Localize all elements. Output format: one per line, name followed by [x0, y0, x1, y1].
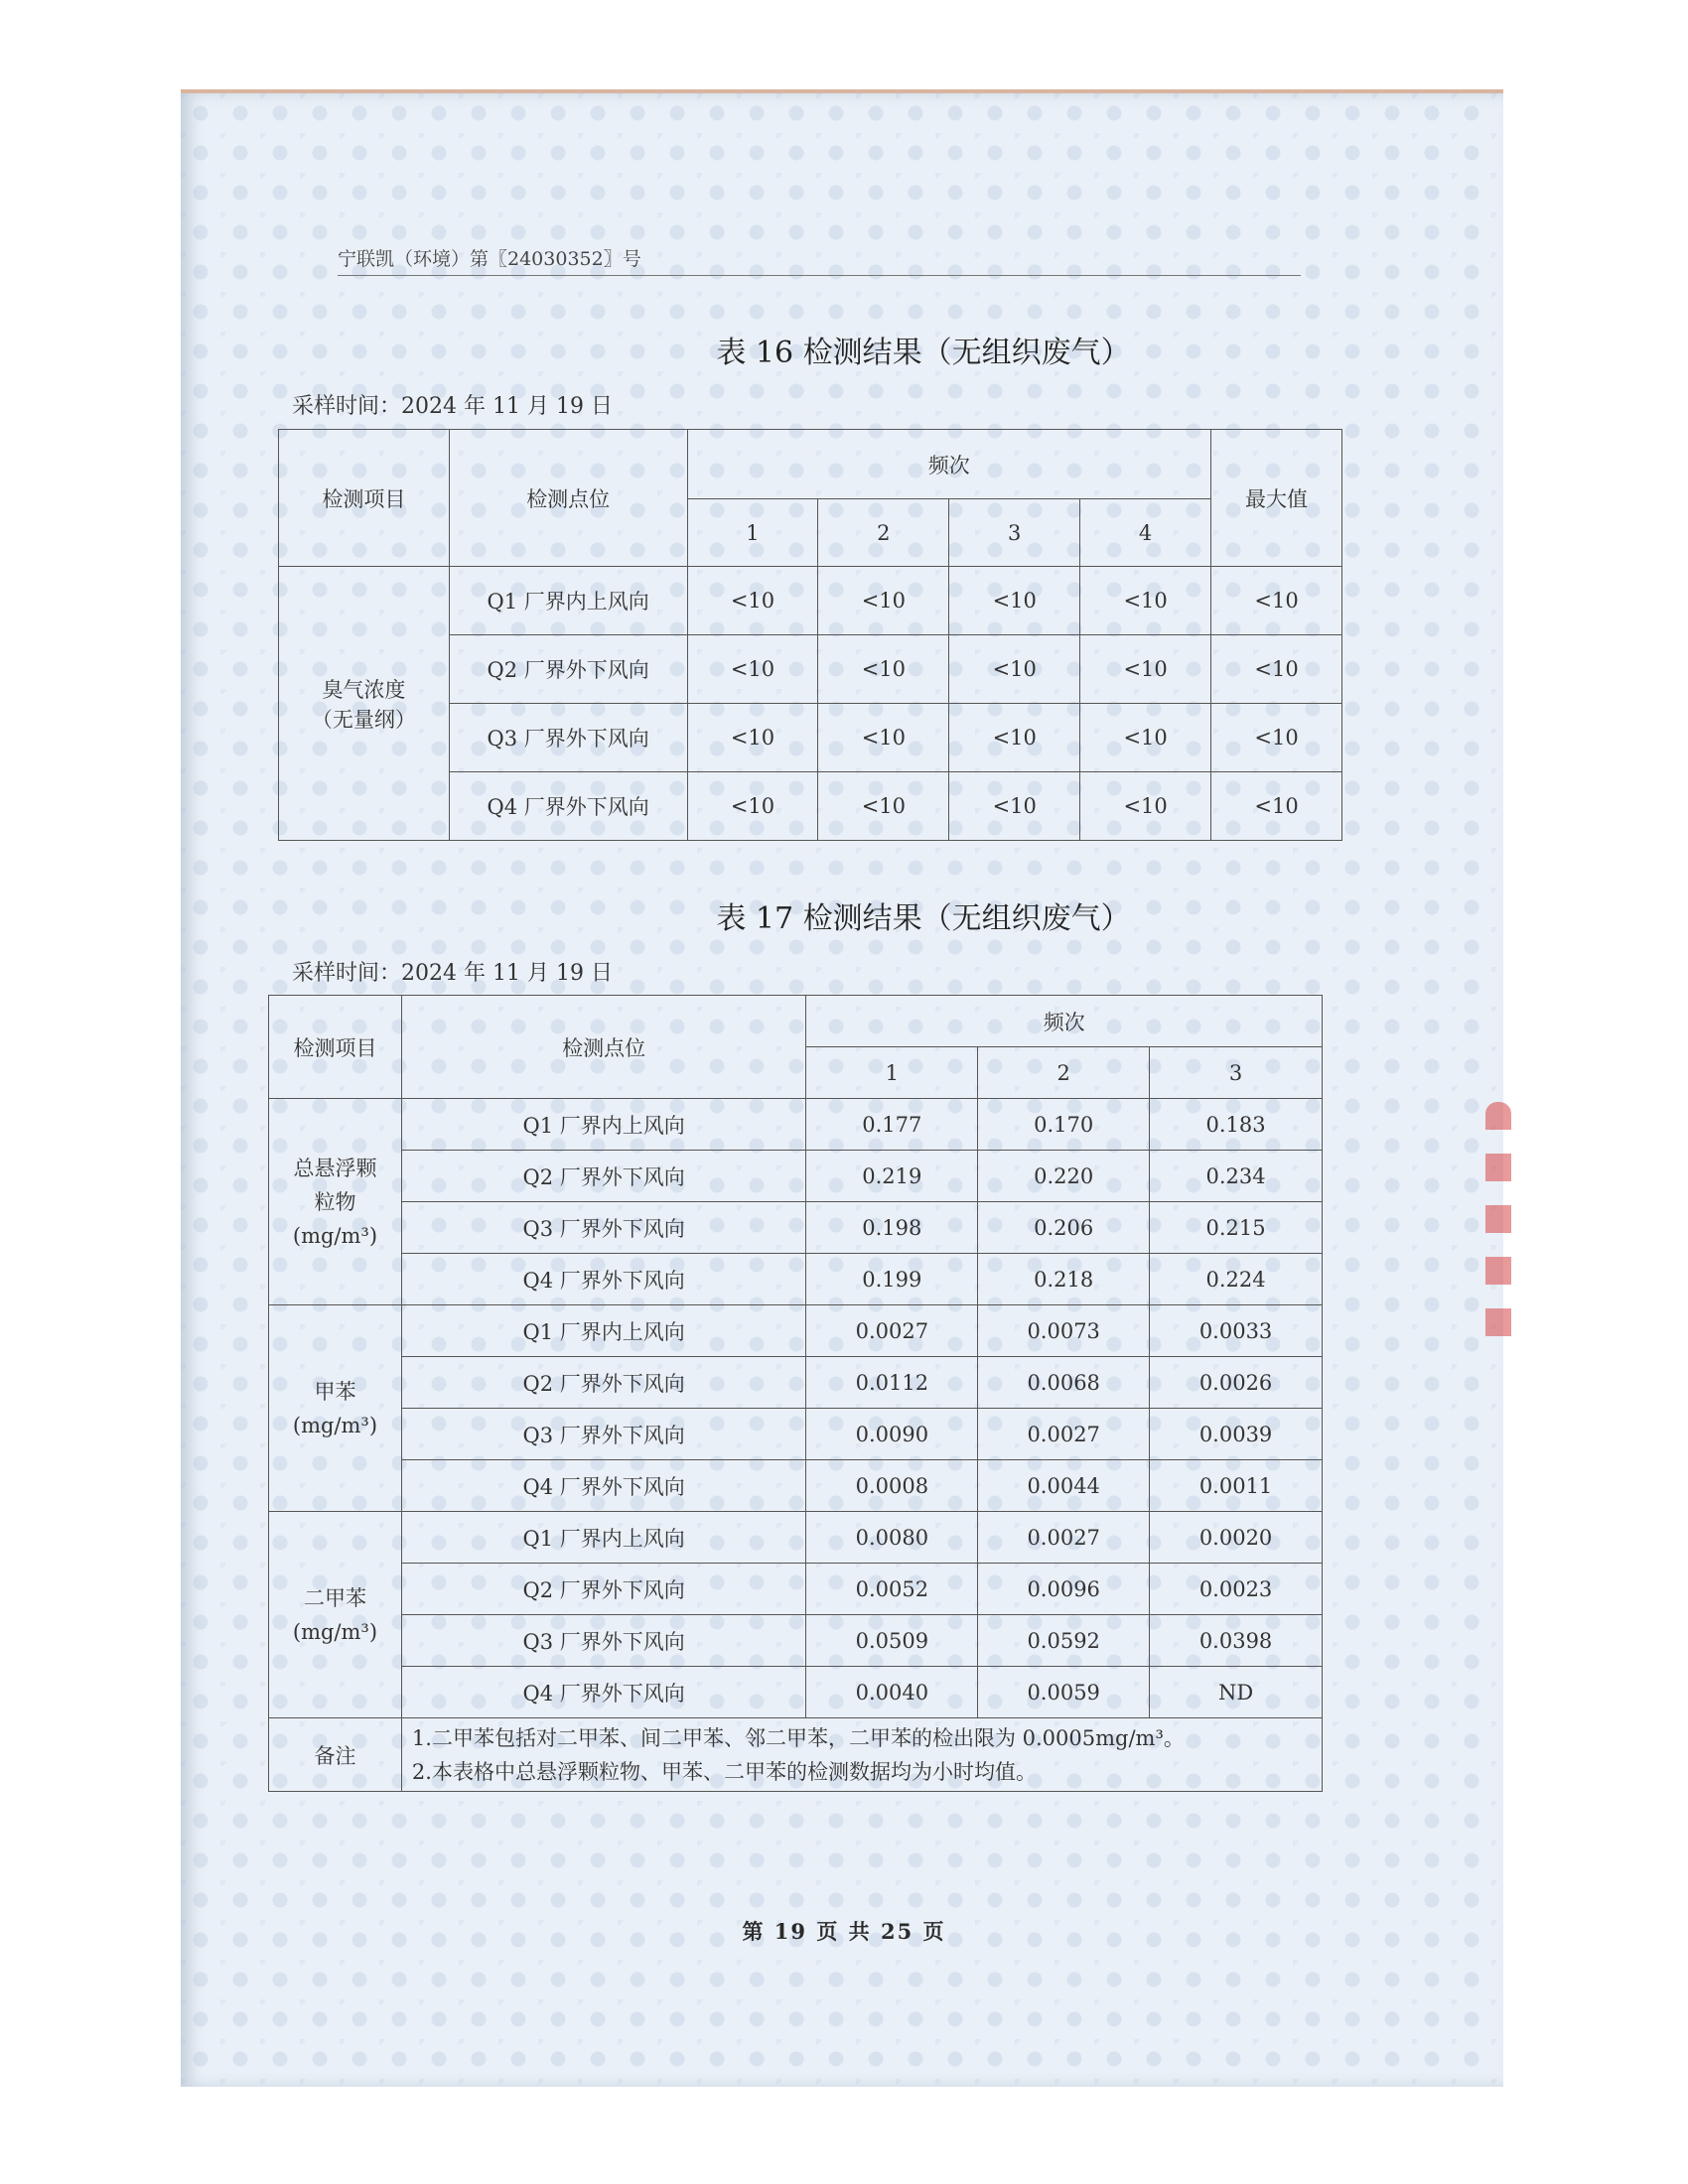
- table-cell-value: 0.0096: [978, 1564, 1150, 1615]
- table-cell-value: 0.0020: [1150, 1512, 1323, 1564]
- table16-title: 表 16 检测结果（无组织废气）: [716, 336, 1131, 370]
- table-cell-value: 0.0008: [806, 1460, 978, 1512]
- table-cell-value: <10: [1080, 772, 1211, 841]
- table-cell-max: <10: [1211, 772, 1342, 841]
- table-cell-value: 0.0039: [1150, 1409, 1323, 1460]
- group-unit: (mg/m³): [292, 1619, 378, 1644]
- table-cell-value: <10: [687, 704, 818, 772]
- table17-header-point: 检测点位: [401, 996, 805, 1099]
- table17-freq-2: 2: [978, 1047, 1150, 1099]
- group-name-line1: 二甲苯: [303, 1585, 366, 1610]
- group-unit: (mg/m³): [292, 1223, 378, 1248]
- table-cell-value: 0.234: [1150, 1151, 1323, 1202]
- group-name-line1: 甲苯: [314, 1379, 356, 1404]
- table-cell-value: 0.0011: [1150, 1460, 1323, 1512]
- table-cell-value: 0.220: [978, 1151, 1150, 1202]
- table17: [268, 995, 1323, 1792]
- table-cell-value: 0.218: [978, 1254, 1150, 1305]
- remark-cell: [401, 1718, 1322, 1792]
- page-number: 第 19 页 共 25 页: [742, 1919, 946, 1944]
- table-cell-value: <10: [818, 772, 949, 841]
- table-cell-value: <10: [1080, 635, 1211, 704]
- table-cell-value: 0.0027: [978, 1409, 1150, 1460]
- table17-header-freq: 频次: [806, 996, 1323, 1047]
- table-cell-value: ND: [1150, 1667, 1323, 1718]
- table17-group-tsp: [269, 1099, 402, 1305]
- red-seal-stamp: [1485, 1102, 1511, 1360]
- table-cell-value: 0.0068: [978, 1357, 1150, 1409]
- table-cell-point: Q3 厂界外下风向: [401, 1202, 805, 1254]
- table-cell-value: 0.199: [806, 1254, 978, 1305]
- table-cell-value: 0.0027: [978, 1512, 1150, 1564]
- table-cell-value: 0.0059: [978, 1667, 1150, 1718]
- table-cell-value: <10: [949, 704, 1080, 772]
- table-cell-max: <10: [1211, 704, 1342, 772]
- group-name-line2: 粒物: [314, 1189, 356, 1214]
- table-cell-value: <10: [687, 635, 818, 704]
- table-cell-value: 0.206: [978, 1202, 1150, 1254]
- table-cell-point: Q2 厂界外下风向: [401, 1357, 805, 1409]
- table16-header-point: 检测点位: [449, 430, 687, 567]
- table16-header-freq: 频次: [687, 430, 1211, 499]
- table17-title: 表 17 检测结果（无组织废气）: [716, 901, 1131, 936]
- table17-sampling-time: 采样时间：2024 年 11 月 19 日: [292, 961, 613, 986]
- document-number: 宁联凯（环境）第〖24030352〗号: [338, 244, 1301, 276]
- table16-freq-2: 2: [818, 499, 949, 567]
- remark-label: 备注: [269, 1718, 402, 1792]
- table-cell-value: 0.224: [1150, 1254, 1323, 1305]
- table17-group-toluene: [269, 1305, 402, 1512]
- table-cell-value: <10: [818, 635, 949, 704]
- table-cell-point: Q4 厂界外下风向: [401, 1667, 805, 1718]
- table-cell-value: 0.0040: [806, 1667, 978, 1718]
- table-cell-value: <10: [818, 704, 949, 772]
- table-cell-point: Q4 厂界外下风向: [449, 772, 687, 841]
- table-cell-value: 0.0398: [1150, 1615, 1323, 1667]
- table-cell-max: <10: [1211, 567, 1342, 635]
- table-cell-point: Q1 厂界内上风向: [449, 567, 687, 635]
- table-cell-value: <10: [1080, 704, 1211, 772]
- table-cell-value: 0.215: [1150, 1202, 1323, 1254]
- table16: [278, 429, 1342, 841]
- table-cell-point: Q2 厂界外下风向: [401, 1151, 805, 1202]
- table-cell-value: <10: [949, 567, 1080, 635]
- table-cell-value: 0.0090: [806, 1409, 978, 1460]
- table16-item-name: 臭气浓度: [322, 677, 406, 702]
- table-cell-point: Q1 厂界内上风向: [401, 1305, 805, 1357]
- table-cell-point: Q1 厂界内上风向: [401, 1512, 805, 1564]
- table-cell-point: Q3 厂界外下风向: [449, 704, 687, 772]
- table-cell-value: 0.170: [978, 1099, 1150, 1151]
- table-cell-value: 0.0027: [806, 1305, 978, 1357]
- table17-group-xylene: [269, 1512, 402, 1718]
- table-cell-value: 0.219: [806, 1151, 978, 1202]
- table-cell-value: 0.0112: [806, 1357, 978, 1409]
- table-cell-value: <10: [949, 635, 1080, 704]
- group-unit: (mg/m³): [292, 1413, 378, 1437]
- table-cell-point: Q2 厂界外下风向: [401, 1564, 805, 1615]
- table-cell-point: Q4 厂界外下风向: [401, 1254, 805, 1305]
- table-cell-value: 0.198: [806, 1202, 978, 1254]
- table-cell-value: <10: [949, 772, 1080, 841]
- table16-freq-4: 4: [1080, 499, 1211, 567]
- table16-freq-1: 1: [687, 499, 818, 567]
- table16-item-cell: [279, 567, 450, 841]
- table17-freq-1: 1: [806, 1047, 978, 1099]
- table-cell-value: 0.0509: [806, 1615, 978, 1667]
- table17-header-item: 检测项目: [269, 996, 402, 1099]
- table-cell-point: Q1 厂界内上风向: [401, 1099, 805, 1151]
- table-cell-value: 0.0044: [978, 1460, 1150, 1512]
- table-cell-value: 0.0073: [978, 1305, 1150, 1357]
- table-cell-value: 0.177: [806, 1099, 978, 1151]
- table-cell-value: 0.0052: [806, 1564, 978, 1615]
- table-cell-value: <10: [818, 567, 949, 635]
- remark-line-1: 1.二甲苯包括对二甲苯、间二甲苯、邻二甲苯，二甲苯的检出限为 0.0005mg/m³。: [411, 1725, 1185, 1750]
- table-cell-value: 0.0026: [1150, 1357, 1323, 1409]
- table-cell-value: 0.0080: [806, 1512, 978, 1564]
- table16-item-unit: （无量纲）: [311, 707, 416, 732]
- group-name-line1: 总悬浮颗: [293, 1156, 377, 1180]
- table16-header-max: 最大值: [1211, 430, 1342, 567]
- table-cell-value: <10: [687, 772, 818, 841]
- table-cell-point: Q2 厂界外下风向: [449, 635, 687, 704]
- table-cell-value: 0.0033: [1150, 1305, 1323, 1357]
- table16-sampling-time: 采样时间：2024 年 11 月 19 日: [292, 394, 613, 419]
- table-cell-point: Q3 厂界外下风向: [401, 1615, 805, 1667]
- remark-line-2: 2.本表格中总悬浮颗粒物、甲苯、二甲苯的检测数据均为小时均值。: [411, 1759, 1037, 1784]
- table-cell-value: <10: [687, 567, 818, 635]
- table-cell-point: Q3 厂界外下风向: [401, 1409, 805, 1460]
- table-cell-value: 0.0023: [1150, 1564, 1323, 1615]
- table-cell-value: 0.0592: [978, 1615, 1150, 1667]
- table-cell-value: <10: [1080, 567, 1211, 635]
- table17-freq-3: 3: [1150, 1047, 1323, 1099]
- table-cell-point: Q4 厂界外下风向: [401, 1460, 805, 1512]
- table-cell-value: 0.183: [1150, 1099, 1323, 1151]
- table16-header-item: 检测项目: [279, 430, 450, 567]
- table16-freq-3: 3: [949, 499, 1080, 567]
- table-cell-max: <10: [1211, 635, 1342, 704]
